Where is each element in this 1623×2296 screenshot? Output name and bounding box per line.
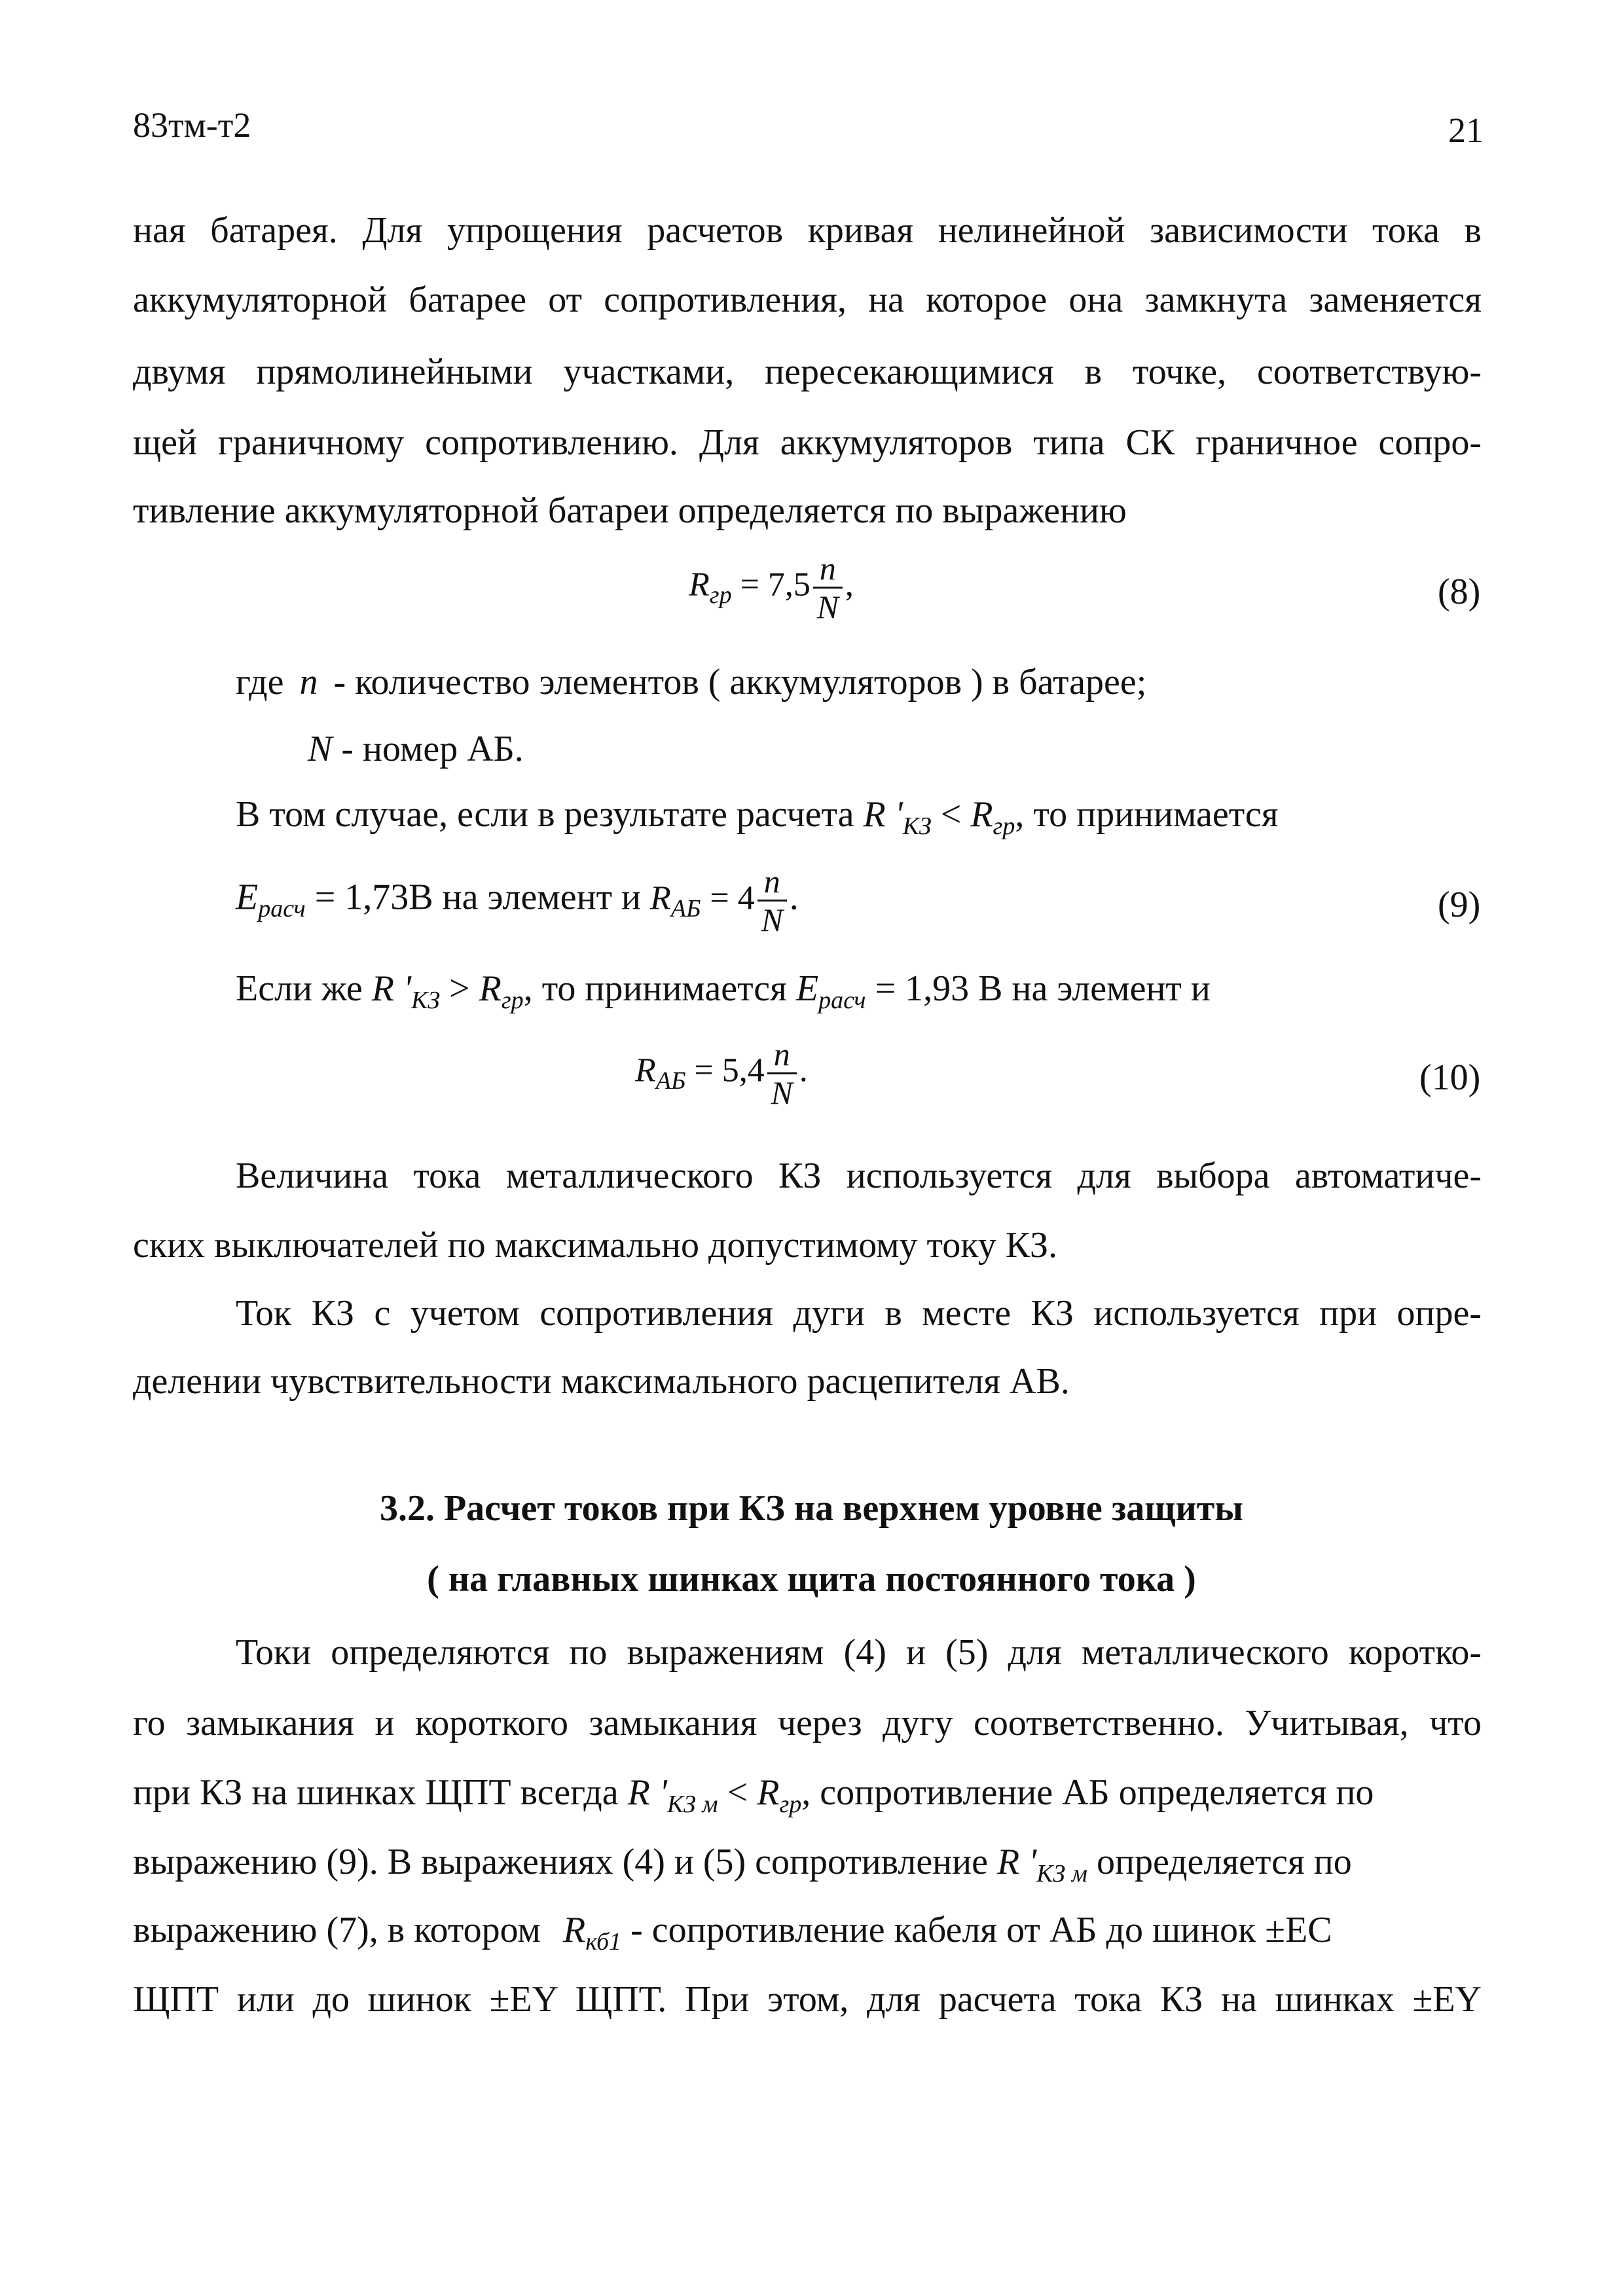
paragraph-1-line-4: щей граничному сопротивлению. Для аккумуляторов типа СК граничное сопро- <box>133 422 1482 463</box>
paragraph-4-line-3 <box>133 1766 1482 1823</box>
case2-text-after: = 1,93 В на элемент и <box>875 968 1211 1009</box>
case2-e-sub: расч <box>818 987 866 1014</box>
p4-l4-r-sub: КЗ м <box>1036 1860 1087 1887</box>
paragraph-1-line-3: двумя прямолинейными участками, пересекающимися в точке, соответствую- <box>133 352 1482 392</box>
p4-l3-rgr-sub: гр <box>779 1791 802 1818</box>
paragraph-2-line-1: Величина тока металлического КЗ используется для выбора автоматиче- <box>236 1156 1482 1196</box>
eq9-e-sub: расч <box>258 895 306 923</box>
case1-lt: < <box>940 794 962 835</box>
paragraph-4-line-5 <box>133 1904 1482 1960</box>
eq8-lhs: R <box>689 566 710 604</box>
p4-l5-r: R <box>562 1910 586 1950</box>
eq10-lhs: R <box>635 1051 656 1089</box>
eq8-fraction <box>813 550 843 625</box>
eq10-denominator: N <box>771 1074 793 1111</box>
where-line-1 <box>236 661 1146 703</box>
section-title-line-2: ( на главных шинках щита постоянного тока ) <box>427 1559 1196 1599</box>
where-text-1: - количество элементов ( аккумуляторов ) в батарее; <box>333 662 1147 702</box>
case1-r-gr-sub: гр <box>993 812 1015 840</box>
eq8-lhs-sub: гр <box>709 581 732 610</box>
p4-l4-after: определяется по <box>1096 1842 1352 1882</box>
case1-r-gr: R <box>970 794 993 835</box>
eq8-denominator: N <box>816 589 839 625</box>
p4-l3-r-sub: КЗ м <box>666 1791 718 1818</box>
case2-text-before: Если же <box>236 968 363 1009</box>
case1-r-kz: R ' <box>863 794 903 835</box>
paragraph-1-line-5: тивление аккумуляторной батареи определяется по выражению <box>133 490 1127 531</box>
where-line-2 <box>308 728 524 770</box>
case2-r-gr-sub: гр <box>501 987 524 1014</box>
case1-text-before: В том случае, если в результате расчета <box>236 794 854 835</box>
case1-r-kz-sub: КЗ <box>902 812 932 840</box>
p4-l3-lt: < <box>727 1772 748 1813</box>
case2-r-gr: R <box>479 968 501 1009</box>
eq9-e: E <box>236 877 259 918</box>
p4-l3-after: , сопротивление АБ определяется по <box>801 1772 1374 1813</box>
eq9-e-value: = 1,73В на элемент и <box>314 877 642 918</box>
eq9-r-sub: АБ <box>670 895 701 923</box>
p4-l5-r-sub: кб1 <box>585 1928 622 1956</box>
paragraph-3-line-2: делении чувствительности максимального расцепителя АВ. <box>133 1361 1070 1402</box>
equation-10-number: (10) <box>1419 1057 1481 1098</box>
p4-l4-r: R ' <box>996 1842 1037 1882</box>
case2-e: E <box>795 968 819 1009</box>
equation-8-number: (8) <box>1438 572 1481 612</box>
case2-text-mid: , то принимается <box>523 968 787 1009</box>
where-text-2: - номер АБ. <box>341 729 524 769</box>
where-prefix: где <box>236 662 284 702</box>
eq9-fraction <box>757 863 787 938</box>
eq10-lhs-sub: АБ <box>655 1067 686 1095</box>
equation-10 <box>635 1036 808 1111</box>
eq9-r: R <box>650 879 671 917</box>
eq10-tail: . <box>799 1051 808 1089</box>
equation-8 <box>689 550 854 625</box>
eq10-fraction <box>767 1036 797 1111</box>
p4-l5-before: выражению (7), в котором <box>133 1910 541 1950</box>
p4-l5-after: - сопротивление кабеля от АБ до шинок ±ЕС <box>630 1910 1332 1950</box>
eq10-numerator: n <box>767 1036 797 1074</box>
paragraph-1-line-2: аккумуляторной батарее от сопротивления, на которое она замкнута заменяется <box>133 280 1482 320</box>
case-2-line <box>236 968 1211 1014</box>
case2-r-kz: R ' <box>371 968 411 1009</box>
where-var-N: N <box>308 729 333 769</box>
eq8-rhs-prefix: = 7,5 <box>740 566 811 604</box>
paragraph-4-line-6: ЩПТ или до шинок ±ЕY ЩПТ. При этом, для расчета тока КЗ на шинках ±ЕY <box>133 1979 1482 2020</box>
case1-text-after: , то принимается <box>1015 794 1279 835</box>
paragraph-4-line-4 <box>133 1836 1482 1892</box>
paragraph-4-line-1: Токи определяются по выражениям (4) и (5) для металлического коротко- <box>236 1632 1482 1673</box>
case2-r-kz-sub: КЗ <box>410 987 441 1014</box>
paragraph-2-line-2: ских выключателей по максимально допустимому току КЗ. <box>133 1225 1058 1266</box>
eq8-tail: , <box>845 566 854 604</box>
section-title-line-1: 3.2. Расчет токов при КЗ на верхнем уровне защиты <box>379 1488 1244 1529</box>
page-number: 21 <box>1448 111 1484 150</box>
eq10-rhs-prefix: = 5,4 <box>694 1051 765 1089</box>
paragraph-4-line-2: го замыкания и короткого замыкания через дугу соответственно. Учитывая, что <box>133 1703 1482 1743</box>
paragraph-1-line-1: ная батарея. Для упрощения расчетов кривая нелинейной зависимости тока в <box>133 210 1482 251</box>
equation-9 <box>236 863 799 938</box>
document-code: 83тм-т2 <box>133 105 251 145</box>
p4-l3-before: при КЗ на шинках ЩПТ всегда <box>133 1772 619 1813</box>
eq9-numerator: n <box>757 863 787 902</box>
case2-gt: > <box>449 968 470 1009</box>
eq9-rhs-prefix: = 4 <box>710 879 755 917</box>
p4-l4-before: выражению (9). В выражениях (4) и (5) сопротивление <box>133 1842 988 1882</box>
case-1-line <box>236 793 1279 840</box>
eq9-denominator: N <box>761 902 783 938</box>
p4-l3-rgr: R <box>757 1772 780 1813</box>
where-var-n: n <box>299 662 318 702</box>
eq9-tail: . <box>789 877 799 918</box>
p4-l3-r: R ' <box>627 1772 667 1813</box>
eq8-numerator: n <box>813 550 843 589</box>
paragraph-3-line-1: Ток КЗ с учетом сопротивления дуги в месте КЗ используется при опре- <box>236 1293 1482 1334</box>
equation-9-number: (9) <box>1438 884 1481 925</box>
